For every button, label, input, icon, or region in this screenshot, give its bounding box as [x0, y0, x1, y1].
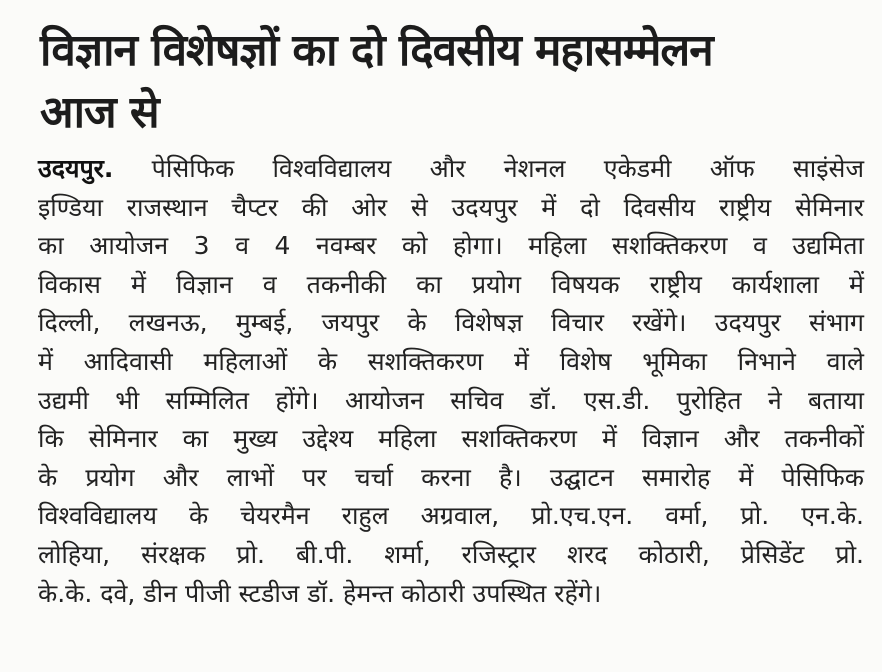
headline — [40, 20, 870, 144]
body-line-8: कि सेमिनार का मुख्य उद्देश्य महिला सशक्तिकरण में विज्ञान और तकनीकों — [38, 424, 864, 454]
body-line-12: के.के. दवे, डीन पीजी स्टडीज डॉ. हेमन्त कोठारी उपस्थित रहेंगे। — [38, 578, 602, 608]
body-line-4: विकास में विज्ञान व तकनीकी का प्रयोग विषयक राष्ट्रीय कार्यशाला में — [38, 269, 864, 299]
body-line-10: विश्वविद्यालय के चेयरमैन राहुल अग्रवाल, प्रो.एच.एन. वर्मा, प्रो. एन.के. — [38, 501, 864, 531]
article-body — [38, 150, 864, 613]
headline-line-2: आज से — [40, 87, 159, 138]
body-line-3: का आयोजन 3 व 4 नवम्बर को होगा। महिला सशक्तिकरण व उद्यमिता — [38, 231, 864, 261]
headline-line-1: विज्ञान विशेषज्ञों का दो दिवसीय महासम्मेलन — [40, 25, 713, 76]
body-line-7: उद्यमी भी सम्मिलित होंगे। आयोजन सचिव डॉ. एस.डी. पुरोहित ने बताया — [38, 385, 864, 415]
body-line-5: दिल्ली, लखनऊ, मुम्बई, जयपुर के विशेषज्ञ विचार रखेंगे। उदयपुर संभाग — [38, 308, 864, 338]
body-line-2: इण्डिया राजस्थान चैप्टर की ओर से उदयपुर में दो दिवसीय राष्ट्रीय सेमिनार — [38, 192, 864, 222]
body-line-11: लोहिया, संरक्षक प्रो. बी.पी. शर्मा, रजिस्ट्रार शरद कोठारी, प्रेसिडेंट प्रो. — [38, 539, 864, 569]
dateline: उदयपुर. — [38, 154, 114, 183]
body-line-1 — [38, 150, 864, 189]
body-line-9: के प्रयोग और लाभों पर चर्चा करना है। उद्घाटन समारोह में पेसिफिक — [38, 462, 864, 492]
body-line-1-text: पेसिफिक विश्वविद्यालय और नेशनल एकेडमी ऑफ साइंसेज — [113, 154, 864, 183]
body-line-6: में आदिवासी महिलाओं के सशक्तिकरण में विशेष भूमिका निभाने वाले — [38, 346, 864, 376]
